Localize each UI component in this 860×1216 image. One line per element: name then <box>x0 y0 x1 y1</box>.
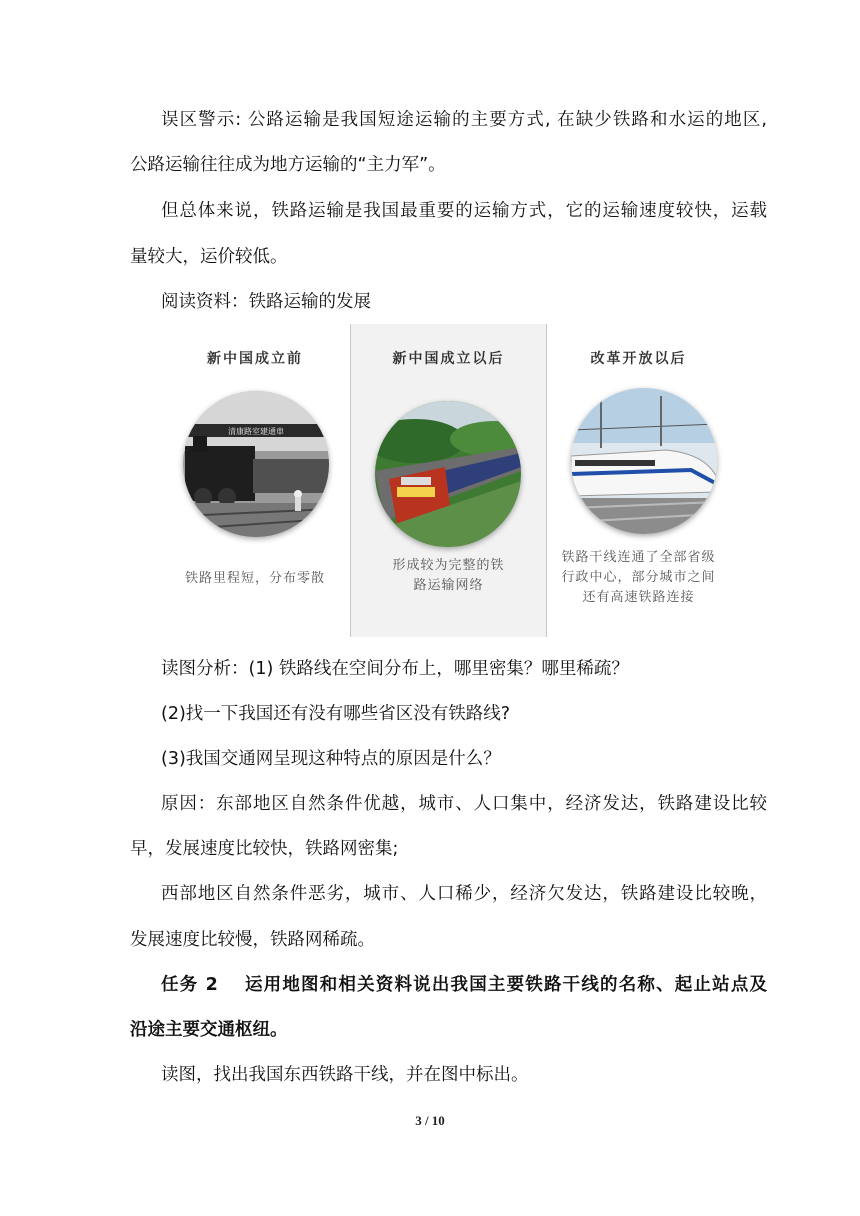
panel-caption: 铁路里程短，分布零散 <box>184 571 325 586</box>
banner-text: 清康路室建通車 <box>228 427 284 436</box>
panel-title: 新中国成立以后 <box>392 351 505 367</box>
paragraph-overall-line2: 量较大，运价较低。 <box>130 247 288 267</box>
panel-caption: 形成较为完整的铁 路运输网络 <box>392 558 505 593</box>
panel-title: 新中国成立前 <box>207 351 303 367</box>
panel-caption: 铁路干线连通了全部省级 行政中心，部分城市之间 还有高速铁路连接 <box>561 550 716 605</box>
analysis-question-1: 读图分析：(1) 铁路线在空间分布上，哪里密集？哪里稀疏？ <box>161 659 629 679</box>
steam-locomotive-photo <box>183 391 329 537</box>
reason-east-line1: 原因：东部地区自然条件优越，城市、人口集中，经济发达，铁路建设比较 <box>161 794 767 814</box>
map-instruction: 读图，找出我国东西铁路干线，并在图中标出。 <box>161 1065 529 1085</box>
panel-title: 改革开放以后 <box>590 351 687 367</box>
paragraph-overall-line1: 但总体来说，铁路运输是我国最重要的运输方式，它的运输速度较快，运载 <box>161 201 767 221</box>
panel-before-founding <box>160 324 350 637</box>
reason-east-line2: 早，发展速度比较快，铁路网密集; <box>130 839 399 859</box>
panel-after-founding <box>350 324 547 637</box>
page-number: 3 / 10 <box>415 1113 445 1128</box>
paragraph-warning-line1: 误区警示: 公路运输是我国短途运输的主要方式, 在缺少铁路和水运的地区, <box>161 110 767 130</box>
panel-after-reform <box>545 324 732 637</box>
analysis-question-2: (2)找一下我国还有没有哪些省区没有铁路线? <box>161 704 511 724</box>
reading-material-heading: 阅读资料：铁路运输的发展 <box>161 292 371 312</box>
reason-west-line1: 西部地区自然条件恶劣，城市、人口稀少，经济欠发达，铁路建设比较晚， <box>161 884 767 904</box>
analysis-question-3: (3)我国交通网呈现这种特点的原因是什么？ <box>161 749 501 769</box>
railway-development-figure <box>160 324 732 637</box>
diesel-train-photo <box>375 401 521 547</box>
paragraph-warning-line2: 公路运输往往成为地方运输的“主力军”。 <box>130 155 446 175</box>
high-speed-train-photo <box>571 388 717 534</box>
task-2-heading-line1: 任务 2 运用地图和相关资料说出我国主要铁路干线的名称、起止站点及 <box>161 975 767 995</box>
reason-west-line2: 发展速度比较慢，铁路网稀疏。 <box>130 930 375 950</box>
task-2-heading-line2: 沿途主要交通枢纽。 <box>130 1020 288 1040</box>
